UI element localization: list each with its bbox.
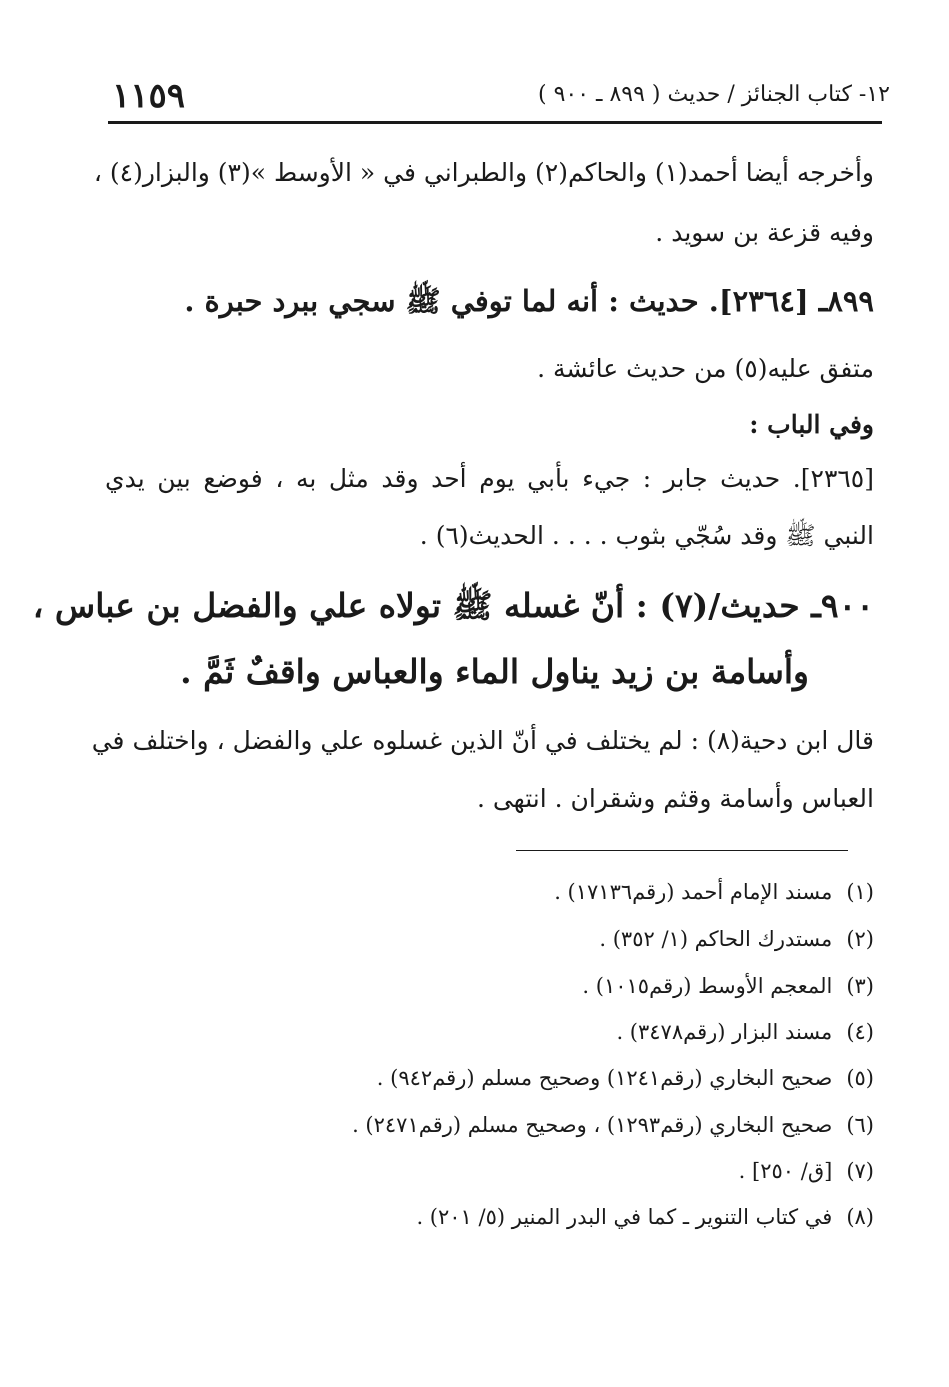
hadith-900-heading: ٩٠٠ـ حديث/(٧) : أنّ غسله ﷺ تولاه علي والفضل بن عباس ، xyxy=(32,586,874,625)
body-line-8: العباس وأسامة وقثم وشقران . انتهى . xyxy=(476,784,874,813)
footnote xyxy=(105,880,874,904)
footnote xyxy=(105,1205,874,1229)
body-line-7: قال ابن دحية(٨) : لم يختلف في أنّ الذين غسلوه علي والفضل ، واختلف في xyxy=(91,726,874,755)
footnote-text: مستدرك الحاكم (١/ ٣٥٢) . xyxy=(599,927,833,951)
footnote-number: (٦) xyxy=(846,1113,874,1137)
body-line-5: [٢٣٦٥]. حديث جابر : جيء بأبي يوم أحد وقد مثل به ، فوضع بين يدي xyxy=(105,464,874,493)
footnote xyxy=(105,974,874,998)
footnote xyxy=(105,927,874,951)
footnote xyxy=(105,1159,874,1183)
footnote-text: المعجم الأوسط (رقم١٠١٥) . xyxy=(582,974,833,998)
footnote-text: في كتاب التنوير ـ كما في البدر المنير (٥/ ٢٠١) . xyxy=(416,1205,833,1229)
footnote xyxy=(105,1066,874,1090)
footnote-text: صحيح البخاري (رقم١٢٤١) وصحيح مسلم (رقم٩٤٢) . xyxy=(376,1066,833,1090)
footnote-number: (٢) xyxy=(846,927,874,951)
footnote-text: [ق/ ٢٥٠] . xyxy=(738,1159,833,1183)
footnote-number: (٤) xyxy=(846,1020,874,1044)
footnote-number: (٣) xyxy=(846,974,874,998)
footnote-number: (٥) xyxy=(846,1066,874,1090)
body-line-6: النبي ﷺ وقد سُجّي بثوب . . . . الحديث(٦) . xyxy=(419,521,874,550)
footnote-text: مسند الإمام أحمد (رقم١٧١٣٦) . xyxy=(554,880,833,904)
hadith-899-heading: ٨٩٩ـ [٢٣٦٤]. حديث : أنه لما توفي ﷺ سجي ببرد حبرة . xyxy=(184,284,874,318)
footnote-number: (٧) xyxy=(846,1159,874,1183)
footnote-text: مسند البزار (رقم٣٤٧٨) . xyxy=(616,1020,833,1044)
section-heading: وفي الباب : xyxy=(749,410,874,439)
footnote xyxy=(105,1113,874,1137)
header-rule xyxy=(108,121,882,124)
footnote-number: (٨) xyxy=(846,1205,874,1229)
running-head: ١٢- كتاب الجنائز / حديث ( ٨٩٩ ـ ٩٠٠ ) xyxy=(538,82,890,107)
footnote-text: صحيح البخاري (رقم١٢٩٣) ، وصحيح مسلم (رقم٢٤٧١) . xyxy=(352,1113,833,1137)
hadith-900-heading-cont: وأسامة بن زيد يناول الماء والعباس واقفٌ ثَمَّ . xyxy=(180,652,809,691)
body-line-3: متفق عليه(٥) من حديث عائشة . xyxy=(537,354,874,383)
footnote-divider xyxy=(516,850,848,851)
body-line-2: وفيه قزعة بن سويد . xyxy=(655,218,874,247)
footnote-number: (١) xyxy=(846,880,874,904)
body-line-1: وأخرجه أيضا أحمد(١) والحاكم(٢) والطبراني في « الأوسط »(٣) والبزار(٤) ، xyxy=(93,158,874,187)
footnote xyxy=(105,1020,874,1044)
page-number: ١١٥٩ xyxy=(112,76,186,116)
